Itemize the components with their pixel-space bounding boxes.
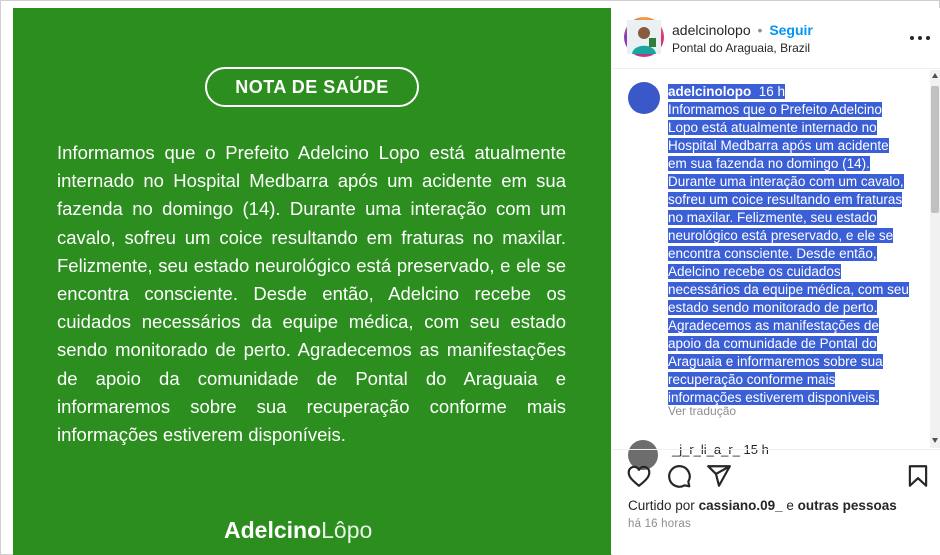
caption-line: Informamos que o Prefeito Adelcino bbox=[668, 102, 882, 117]
caption-line: Adelcino recebe os cuidados bbox=[668, 264, 841, 279]
caption-line: Durante uma interação com um cavalo, bbox=[668, 174, 904, 189]
send-icon[interactable] bbox=[706, 463, 732, 489]
header-username[interactable]: adelcinolopo bbox=[672, 22, 751, 38]
caption-line: em sua fazenda no domingo (14). bbox=[668, 156, 870, 171]
separator-dot: • bbox=[757, 22, 763, 38]
caption-line: encontra consciente. Desde então, bbox=[668, 246, 877, 261]
caption-text bbox=[668, 83, 918, 407]
liked-by-conj: e bbox=[786, 498, 794, 513]
caption-time: 16 h bbox=[758, 84, 786, 99]
header-user-row bbox=[672, 22, 813, 38]
comments-area[interactable] bbox=[612, 70, 940, 457]
post-timestamp[interactable]: há 16 horas bbox=[628, 518, 691, 530]
heart-icon[interactable] bbox=[626, 463, 652, 489]
caption-line: neurológico está preservado, e ele se bbox=[668, 228, 894, 243]
liked-by-line bbox=[628, 498, 897, 513]
caption-line: necessários da equipe médica, com seu bbox=[668, 282, 909, 297]
actions-bar bbox=[612, 449, 940, 555]
follow-button[interactable]: Seguir bbox=[769, 22, 813, 38]
see-translation-link[interactable]: Ver tradução bbox=[668, 404, 737, 418]
caption-line: Hospital Medbarra após um acidente bbox=[668, 138, 889, 153]
caption-line: no maxilar. Felizmente, seu estado bbox=[668, 210, 877, 225]
logo-wordmark bbox=[224, 517, 372, 547]
caption-line: apoio da comunidade de Pontal do bbox=[668, 336, 877, 351]
bookmark-icon[interactable] bbox=[905, 463, 931, 489]
logo-first-name: Adelcino bbox=[224, 517, 322, 543]
profile-avatar[interactable] bbox=[624, 17, 664, 57]
scroll-up-arrow-icon[interactable] bbox=[932, 73, 938, 78]
next-comment-partial: _j_r_li_a_r_ 15 h bbox=[672, 442, 769, 457]
image-body-text: Informamos que o Prefeito Adelcino Lopo está atualmente internado no Hospital Medbarra após um acidente em sua fazenda no domingo (14). Durante uma interação com um cavalo, sofreu um coice resultando em fraturas no maxilar. Felizmente, seu estado neurológico está preservado, e ele se encontra consciente. Desde então, Adelcino recebe os cuidados necessários da equipe médica, com seu estado sendo monitorado de perto. Agradecemos as manifestações de apoio da comunidade de Pontal do Araguaia e informaremos sobre sua recuperação conforme mais informações estiverem disponíveis. bbox=[57, 142, 566, 446]
caption-avatar[interactable] bbox=[628, 82, 660, 114]
health-note-badge: NOTA DE SAÚDE bbox=[205, 67, 419, 107]
location-link[interactable]: Pontal do Araguaia, Brazil bbox=[672, 41, 811, 55]
post-header bbox=[612, 8, 940, 69]
caption-line: informações estiverem disponíveis. bbox=[668, 390, 879, 405]
liked-by-prefix: Curtido por bbox=[628, 498, 695, 513]
caption-line: Agradecemos as manifestações de bbox=[668, 318, 879, 333]
caption-line: sofreu um coice resultando em fraturas bbox=[668, 192, 903, 207]
caption-line: Araguaia e informaremos sobre sua bbox=[668, 354, 883, 369]
logo-last-name: Lôpo bbox=[321, 517, 373, 543]
post-image[interactable] bbox=[13, 8, 611, 555]
caption-line: recuperação conforme mais bbox=[668, 372, 836, 387]
caption-line: estado sendo monitorado de perto. bbox=[668, 300, 878, 315]
scroll-down-arrow-icon[interactable] bbox=[932, 438, 938, 443]
comment-icon[interactable] bbox=[666, 463, 692, 489]
more-horizontal-icon[interactable] bbox=[908, 28, 932, 48]
post-side-panel bbox=[612, 8, 940, 555]
person-avatar-icon bbox=[627, 20, 661, 54]
liked-by-user[interactable]: cassiano.09_ bbox=[698, 498, 783, 513]
scrollbar-thumb[interactable] bbox=[931, 86, 939, 213]
caption-line: Lopo está atualmente internado no bbox=[668, 120, 877, 135]
caption-username[interactable]: adelcinolopo bbox=[668, 84, 752, 99]
liked-by-others[interactable]: outras pessoas bbox=[797, 498, 897, 513]
